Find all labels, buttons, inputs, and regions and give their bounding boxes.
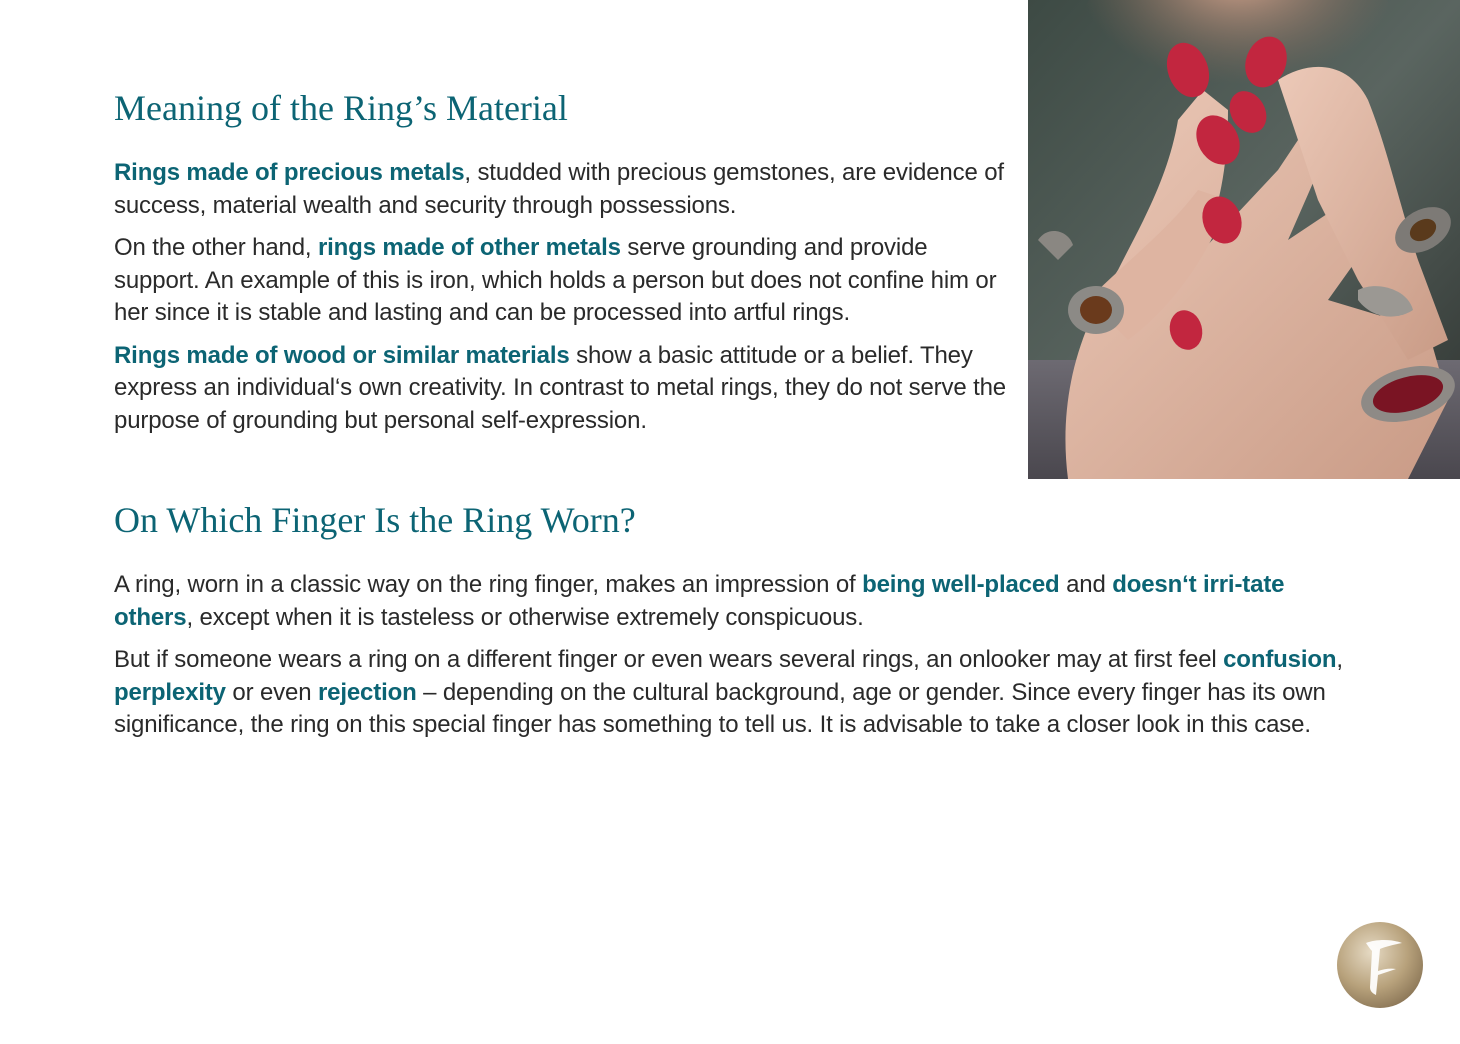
paragraph-text: or even [225,678,318,706]
f-monogram-logo-icon [1336,921,1424,1009]
highlight-well-placed: being well-placed [862,571,1060,598]
highlight-other-metals: rings made of other metals [317,234,621,261]
paragraph-text: – depending on the cultural background, age or gender. Since every finger has its own significance, the ring on this special finger has something to tell us. It is advisable to take a closer look in this case. [114,678,1326,738]
paragraph-text: On the other hand, [114,234,318,261]
paragraph-text: A ring, worn in a classic way on the ring finger, makes an impression of [114,571,863,598]
paragraph-text: , studded with precious gemstones, are evidence of success, material wealth and security through possessions. [114,159,1004,219]
highlight-wood-materials: Rings made of wood or similar materials [114,341,570,369]
section-heading-ring-material: Meaning of the Ring’s Material [114,88,568,128]
hands-with-rings-photo [1028,0,1460,479]
highlight-doesnt-irritate: doesn‘t irri-tate others [114,571,1285,631]
paragraph-text: , except when it is tasteless or otherwise extremely conspicuous. [186,603,864,631]
paragraph-other-metals [114,232,1014,330]
section-which-finger [114,569,1354,752]
highlight-rejection: rejection [317,678,417,706]
paragraph-text: But if someone wears a ring on a different finger or even wears several rings, an onlooker may at first feel [114,646,1224,673]
paragraph-text: show a basic attitude or a belief. They express an individual‘s own creativity. In contrast to metal rings, they do not serve the purpose of grounding but personal self-expression. [114,341,1006,434]
paragraph-different-finger [114,644,1354,742]
section-heading-which-finger: On Which Finger Is the Ring Worn? [114,500,636,540]
section-ring-material [114,157,1014,447]
highlight-perplexity: perplexity [114,678,226,706]
highlight-precious-metals: Rings made of precious metals [114,159,465,186]
paragraph-text: and [1059,571,1113,598]
paragraph-text: serve grounding and provide support. An example of this is iron, which holds a person but does not confine him or her since it is stable and lasting and can be processed into artful rings. [114,234,997,326]
paragraph-text: , [1336,646,1343,673]
paragraph-wood-materials [114,340,1014,438]
paragraph-precious-metals [114,157,1014,222]
highlight-confusion: confusion [1223,646,1337,673]
paragraph-ring-finger [114,569,1354,634]
